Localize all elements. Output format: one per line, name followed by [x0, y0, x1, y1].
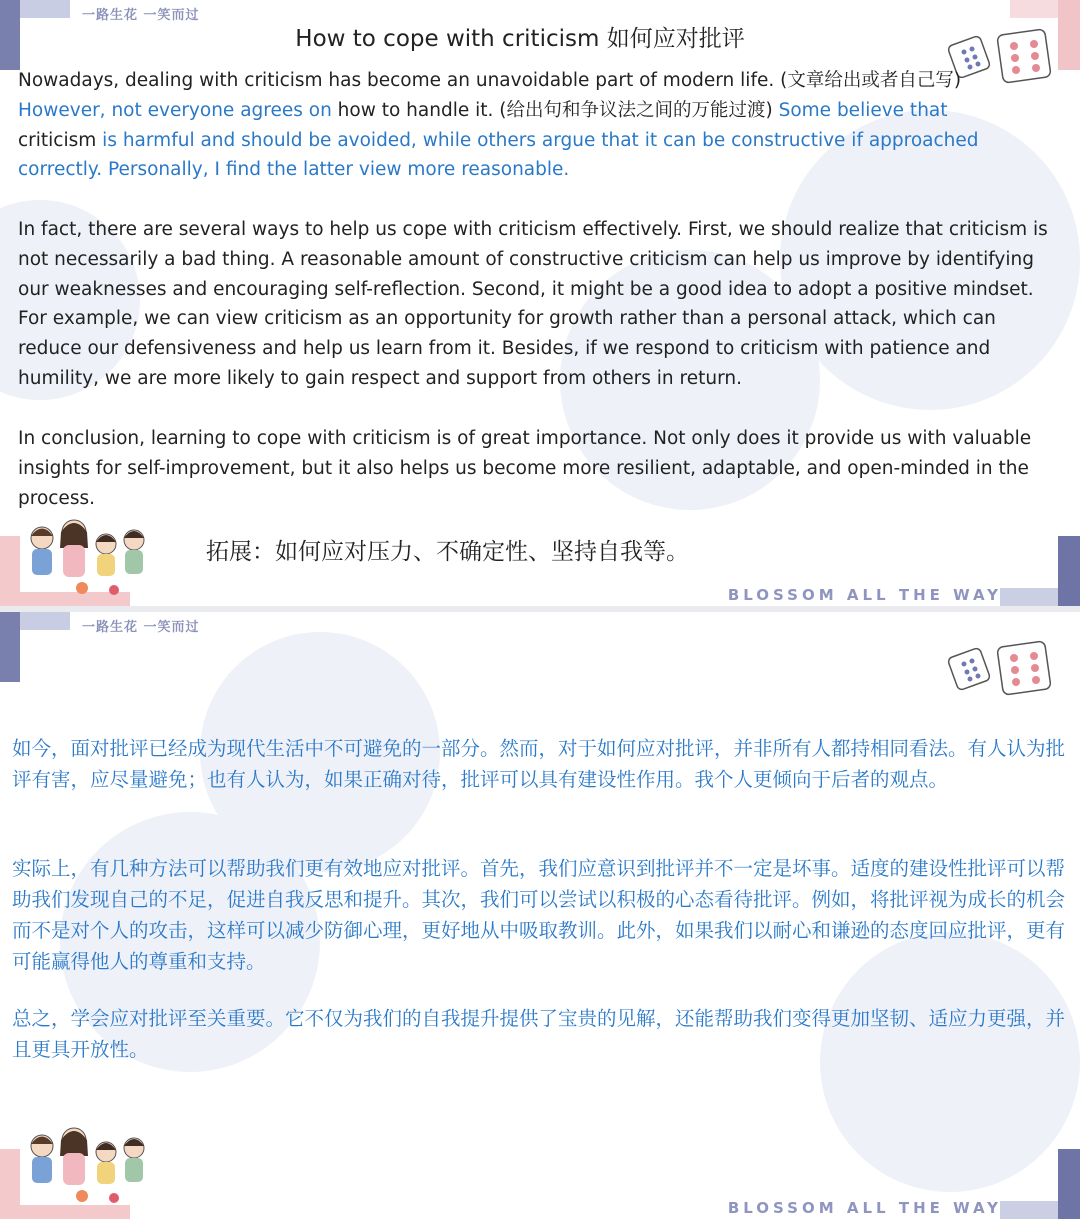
intro-transition-highlight: However, not everyone agrees on — [18, 99, 332, 121]
page-english — [0, 0, 1080, 606]
footer-brand: BLOSSOM ALL THE WAY — [727, 1199, 1002, 1217]
translation-paragraph-2: 实际上，有几种方法可以帮助我们更有效地应对批评。首先，我们应意识到批评并不一定是坏事。适度的建设性批评可以帮助我们发现自己的不足，促进自我反思和提升。其次，我们可以尝试以积极的心态看待批评。例如，将批评视为成长的机会而不是对个人的攻击，这样可以减少防御心理，更好地从中吸取教训。此外，如果我们以耐心和谦逊的态度回应批评，更有可能赢得他人的尊重和支持。 — [12, 857, 1066, 973]
conclusion-paragraph: In conclusion, learning to cope with criticism is of great importance. Not only does it provide us with valuable insights for self-improvement, but it also helps us become more resilient, adaptable, and open-minded in the process. — [18, 428, 1032, 509]
header-motto: 一路生花 一笑而过 — [82, 8, 200, 23]
intro-subject-word: criticism — [18, 129, 97, 151]
extension-note: 拓展：如何应对压力、不确定性、坚持自我等。 — [206, 539, 689, 565]
intro-argument-highlight: Some believe that — [778, 99, 948, 121]
footer-brand: BLOSSOM ALL THE WAY — [727, 586, 1002, 604]
intro-transition-note: how to handle it. (给出句和争议法之间的万能过渡) — [331, 99, 779, 121]
corner-decoration-bottom-right — [1000, 1149, 1080, 1219]
intro-opinion-highlight: is harmful and should be avoided, while others argue that it can be constructive if approached correctly. Personally, I find the latter view more reasonable. — [18, 129, 979, 181]
article-title: How to cope with criticism 如何应对批评 — [295, 26, 745, 52]
intro-sentence-1: Nowadays, dealing with criticism has become an unavoidable part of modern life. (文章给出或者自己写) — [18, 70, 962, 91]
translation-paragraph-1: 如今，面对批评已经成为现代生活中不可避免的一部分。然而，对于如何应对批评，并非所有人都持相同看法。有人认为批评有害，应尽量避免；也有人认为，如果正确对待，批评可以具有建设性作用。我个人更倾向于后者的观点。 — [12, 737, 1066, 791]
dice-icon — [944, 632, 1056, 700]
body-paragraph: In fact, there are several ways to help us cope with criticism effectively. First, we should realize that criticism is not necessarily a bad thing. A reasonable amount of constructive criticism can help us improve by identifying our weaknesses and encouraging self-reflection. Second, it might be a good idea to adopt a positive mindset. For example, we can view criticism as an opportunity for growth rather than a personal attack, which can reduce our defensiveness and help us learn from it. Besides, if we respond to criticism with patience and humility, we are more likely to gain respect and support from others in return. — [18, 219, 1048, 389]
cartoon-kids-icon — [22, 516, 152, 600]
header-motto: 一路生花 一笑而过 — [82, 620, 200, 635]
cartoon-kids-icon — [22, 1124, 152, 1208]
intro-paragraph — [18, 66, 1062, 185]
translation-paragraph-3: 总之，学会应对批评至关重要。它不仅为我们的自我提升提供了宝贵的见解，还能帮助我们变得更加坚韧、适应力更强，并且更具开放性。 — [12, 1007, 1066, 1061]
page-chinese — [0, 612, 1080, 1219]
corner-decoration-bottom-right — [1000, 536, 1080, 606]
corner-decoration-top-left — [0, 612, 70, 682]
